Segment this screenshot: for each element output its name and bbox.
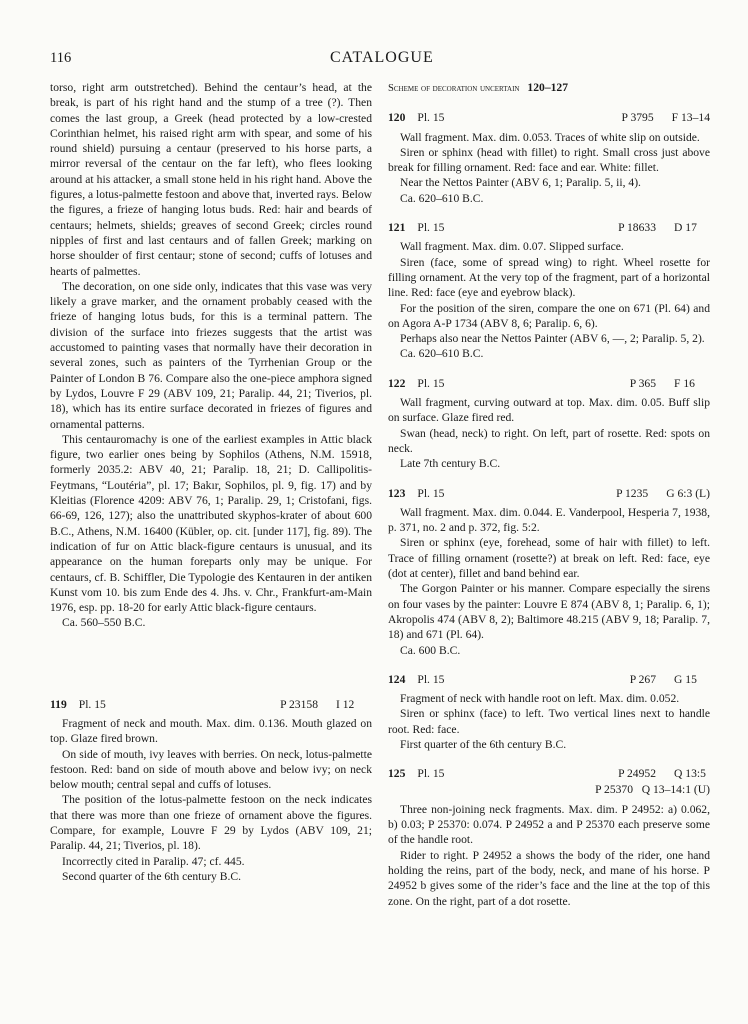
date-line: Ca. 600 B.C. bbox=[400, 643, 461, 657]
paragraph: Wall fragment. Max. dim. 0.044. E. Vanderpool, Hesperia 7, 1938, p. 371, no. 2 and p. 372, fig. 5:2. bbox=[388, 505, 710, 535]
date-line: First quarter of the 6th century B.C. bbox=[400, 737, 567, 751]
paragraph: Three non-joining neck fragments. Max. dim. P 24952: a) 0.062, b) 0.03; P 25370: 0.074. P 24952 a and P 25370 each preserve some of the handle root. bbox=[388, 802, 710, 847]
plate-ref: Pl. 15 bbox=[78, 697, 106, 711]
section-range: 120–127 bbox=[527, 81, 568, 94]
entry-header-125 bbox=[388, 766, 710, 781]
entry-header-119 bbox=[50, 697, 372, 712]
paragraph: Near the Nettos Painter (ABV 6, 1; Paralip. 5, ii, 4). bbox=[400, 176, 641, 190]
paragraph: Siren or sphinx (face) to left. Two vertical lines next to handle root. Red: face. bbox=[388, 707, 710, 736]
paragraph: Wall fragment. Max. dim. 0.053. Traces of white slip on outside. bbox=[400, 130, 700, 144]
left-column bbox=[50, 80, 372, 884]
plate-ref: Pl. 15 bbox=[417, 672, 445, 686]
plate-ref: Pl. 15 bbox=[417, 486, 445, 500]
paragraph: The decoration, on one side only, indicates that this vase was very likely a grave marker, and the ornament probably ceased with the frieze of hanging lotus buds, for this is a terminal pattern. The division of the surface into friezes suggests that the artist was accustomed to painting vases that normally have their decoration in several zones, such as painters of the Tyrrhenian Group or the Painter of London B 76. Compare also the one-piece amphora signed by Lydos, Louvre F 29 (ABV 109, 21; Paralip. 44, 21; Tiverios, pl. 18), which has its entire surface decorated in friezes of figures and ornamental patterns. bbox=[50, 279, 372, 431]
inventory-number: P 24952 bbox=[618, 767, 656, 781]
entry-number: 121 bbox=[388, 221, 406, 235]
date-line: Ca. 620–610 B.C. bbox=[400, 191, 484, 205]
entry-number: 119 bbox=[50, 697, 67, 711]
inventory-number: P 267 bbox=[629, 672, 656, 686]
entry-header-122 bbox=[388, 376, 710, 391]
grid-location: G 15 bbox=[674, 672, 697, 686]
right-column bbox=[388, 80, 710, 909]
inventory-number: P 23158 bbox=[280, 697, 318, 711]
inventory-number: P 1235 bbox=[616, 486, 649, 500]
entry-number: 124 bbox=[388, 672, 406, 686]
page-number: 116 bbox=[50, 50, 72, 66]
paragraph: Wall fragment. Max. dim. 0.07. Slipped surface. bbox=[400, 240, 624, 254]
entry-header-123 bbox=[388, 486, 710, 501]
entry-second-inventory bbox=[388, 782, 710, 797]
paragraph: Fragment of neck and mouth. Max. dim. 0.136. Mouth glazed on top. Glaze fired brown. bbox=[50, 716, 372, 746]
paragraph: The position of the lotus-palmette festoon on the neck indicates that there was more than one frieze of ornament above the figures. Compare, for example, Louvre F 29 by Lydos (ABV 109, 21; Paralip. 44, 21; Tiverios, pl. 18). bbox=[50, 793, 372, 853]
date-line: Ca. 620–610 B.C. bbox=[400, 347, 484, 361]
running-title: CATALOGUE bbox=[330, 49, 434, 66]
grid-location: G 6:3 (L) bbox=[666, 486, 710, 500]
inventory-number: P 365 bbox=[629, 376, 656, 390]
paragraph: Siren or sphinx (head with fillet) to right. Small cross just above break for filling ornament. Red: face and ear. White: fillet. bbox=[388, 145, 710, 175]
plate-ref: Pl. 15 bbox=[417, 767, 445, 781]
inventory-number: P 25370 bbox=[595, 782, 634, 796]
entry-number: 122 bbox=[388, 376, 406, 390]
entry-header-124 bbox=[388, 672, 710, 687]
grid-location: I 12 bbox=[336, 697, 355, 711]
paragraph: Swan (head, neck) to right. On left, part of rosette. Red: spots on neck. bbox=[388, 426, 710, 455]
grid-location: D 17 bbox=[674, 221, 697, 235]
section-title: Scheme of decoration uncertain bbox=[388, 83, 520, 94]
entry-number: 125 bbox=[388, 767, 406, 781]
paragraph: Siren or sphinx (eye, forehead, some of hair with fillet) to left. Trace of filling ornament (rosette?) at break on left. Red: face, eye (dot at center), fillet and band behind ear. bbox=[388, 536, 710, 581]
date-line: Second quarter of the 6th century B.C. bbox=[62, 869, 242, 883]
paragraph: This centauromachy is one of the earliest examples in Attic black figure, two earlier ones being by Sophilos (Athens, N.M. 15918, formerly 2035.2: ABV 40, 21; Paralip. 18, 21; D. Callipolitis-Feytmans, “Loutéria”, pl. 17; Bakır, Sophilos, pl. 9, fig. 17) and by Kleitias (Florence 4209: ABV 76, 1; Paralip. 29, 1; Cristofani, figs. 66-69, 126, 127); also the unattributed skyphos-krater of about 600 B.C., Athens, N.M. 16400 (Kübler, op. cit. [under 117], fig. 89). The indication of fur on Attic black-figure centaurs is unusual, and its appearance on the human foreparts only may be unique. For centaurs, cf. B. Schiffler, Die Typologie des Kentauren in der antiken Kunst vom 10. bis zum Ende des 4. Jhs. v. Chr., Frankfurt-am-Main 1976, esp. pp. 18-20 for early Attic black-figure centaurs. bbox=[50, 432, 372, 615]
paragraph: Perhaps also near the Nettos Painter (ABV 6, —, 2; Paralip. 5, 2). bbox=[400, 332, 705, 346]
entry-header-120 bbox=[388, 110, 710, 125]
plate-ref: Pl. 15 bbox=[417, 221, 445, 235]
entry-number: 120 bbox=[388, 111, 406, 125]
paragraph: Rider to right. P 24952 a shows the body of the rider, one hand holding the reins, part of the body, neck, and mane of his horse. P 24952 b gives some of the rider’s face and the line at the top of this zone. On the right, part of a dot rosette. bbox=[388, 848, 710, 908]
date-line: Ca. 560–550 B.C. bbox=[62, 616, 146, 630]
entry-header-121 bbox=[388, 220, 710, 235]
paragraph: For the position of the siren, compare the one on 671 (Pl. 64) and on Agora A-P 1734 (ABV 8, 6; Paralip. 6, 6). bbox=[388, 301, 710, 330]
paragraph: Wall fragment, curving outward at top. Max. dim. 0.05. Buff slip on surface. Glaze fired red. bbox=[388, 396, 710, 425]
plate-ref: Pl. 15 bbox=[417, 376, 445, 390]
paragraph: Fragment of neck with handle root on left. Max. dim. 0.052. bbox=[400, 692, 680, 706]
inventory-number: P 18633 bbox=[618, 221, 656, 235]
paragraph: torso, right arm outstretched). Behind the centaur’s head, at the break, is part of his right hand and the stump of a tree (?). Then comes the last group, a Greek (head protected by a low-crested Corinthian helmet, his raised right arm with spear, and some of his round shield) pursuing a centaur (preserved to his horse parts, a mirror reversal of the centaur on the far left), who flees looking around at his attacker, a small stone held in his right hand. Above the figures, a lotus-palmette festoon and above that, inverted rays. Below the figures, a frieze of hanging lotus buds. Red: hair and beards of centaurs; helmets, shields; greaves of second Greek; circles round nipples of first and last centaurs and of fallen Greek; marking on horse shoulder of first centaur; stone of second; cuffs of lotuses and hearts of palmettes. bbox=[50, 81, 372, 278]
plate-ref: Pl. 15 bbox=[417, 111, 445, 125]
paragraph: Incorrectly cited in Paralip. 47; cf. 445. bbox=[62, 854, 245, 868]
grid-location: F 16 bbox=[674, 376, 695, 390]
grid-location: Q 13–14:1 (U) bbox=[641, 782, 710, 796]
section-heading bbox=[388, 80, 710, 96]
inventory-number: P 3795 bbox=[621, 111, 654, 125]
paragraph: The Gorgon Painter or his manner. Compare especially the sirens on four vases by the painter: Louvre E 874 (ABV 8, 1; Paralip. 6, 1); Akropolis 474 (ABV 8, 2); Baltimore 48.215 (ABV 9, 18; Paralip. 7, 18) and 671 (Pl. 64). bbox=[388, 582, 710, 642]
paragraph: Siren (face, some of spread wing) to right. Wheel rosette for filling ornament. At the very top of the fragment, part of a horizontal line. Red: face (eye and eyebrow black). bbox=[388, 255, 710, 300]
grid-location: Q 13:5 bbox=[674, 767, 706, 781]
grid-location: F 13–14 bbox=[671, 111, 710, 125]
entry-number: 123 bbox=[388, 486, 406, 500]
paragraph: On side of mouth, ivy leaves with berries. On neck, lotus-palmette festoon. Red: band on side of mouth above and below ivy; on neck below mouth; central sepal and cuffs of lotuses. bbox=[50, 747, 372, 792]
date-line: Late 7th century B.C. bbox=[400, 457, 501, 471]
